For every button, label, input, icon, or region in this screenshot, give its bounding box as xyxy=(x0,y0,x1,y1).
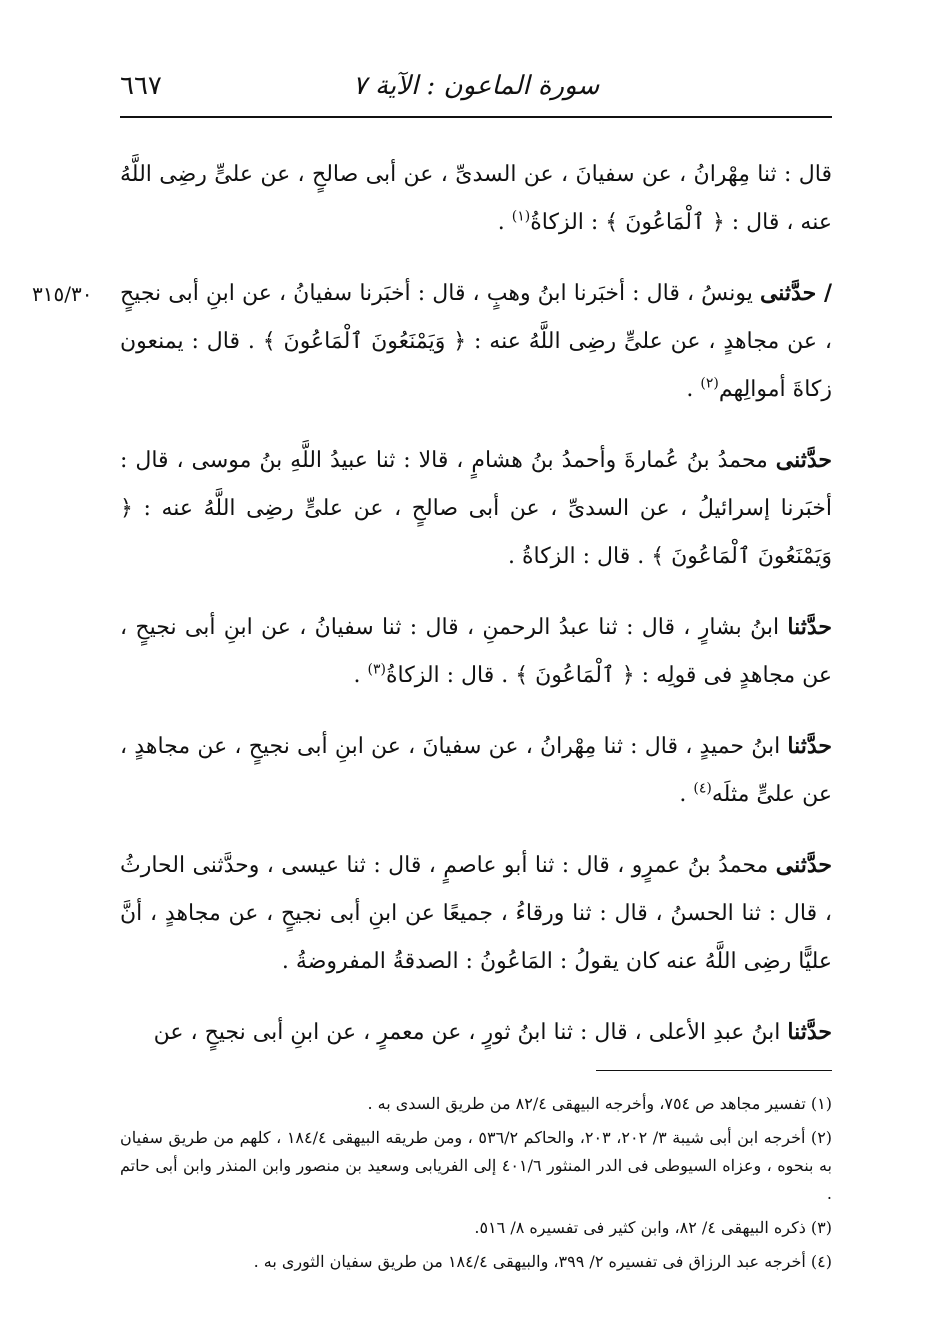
paragraph-lead: حدَّثنا xyxy=(787,733,832,759)
paragraph xyxy=(120,603,832,700)
paragraph-text: محمدُ بنُ عمرٍو ، قال : ثنا أبو عاصمٍ ، قال : ثنا عيسى ، وحدَّثنى الحارثُ ، قال : ثنا الحسنُ ، قال : ثنا ورقاءُ ، جميعًا عن ابنِ أبى نجيحٍ ، عن مجاهدٍ ، أنَّ عليًّا رضِى اللَّهُ عنه كان يقولُ : المَاعُونُ : الصدقةُ المفروضةُ . xyxy=(120,853,832,974)
paragraph-lead: حدَّثنى xyxy=(775,852,832,878)
paragraph-text: يونسُ ، قال : أخبَرنا ابنُ وهبٍ ، قال : أخبَرنا سفيانُ ، عن ابنِ أبى نجيحٍ ، عن مجاهدٍ ، عن علىٍّ رضِى اللَّهُ عنه : ﴿ وَيَمْنَعُونَ ٱلْمَاعُونَ ﴾ . قال : يمنعون زكاةَ أموالِهم xyxy=(120,281,832,402)
footnote-ref: (٣) xyxy=(367,661,386,678)
page-number: ٦٦٧ xyxy=(120,71,162,101)
footnote: (٣) ذكره البيهقى ٤/ ٨٢، وابن كثير فى تفسيره ٨/ ٥١٦. xyxy=(474,1218,832,1237)
footnote: (٤) أخرجه عبد الرزاق فى تفسيره ٢/ ٣٩٩، والبيهقى ١٨٤/٤ من طريق سفيان الثورى به . xyxy=(253,1252,832,1271)
footnote: (٢) أخرجه ابن أبى شيبة ٣/ ٢٠٢، ٢٠٣، والحاكم ٥٣٦/٢ ، ومن طريقه البيهقى ١٨٤/٤ ، كلهم من طريق سفيان به بنحوه ، وعزاه السيوطى فى الدر المنثور ٤٠١/٦ إلى الفريابى وسعيد بن منصور وابن المنذر وابن أبى حاتم . xyxy=(120,1128,833,1203)
paragraph xyxy=(120,1008,832,1057)
header-rule xyxy=(120,116,832,118)
paragraph xyxy=(120,841,832,986)
footnotes xyxy=(120,1090,832,1282)
paragraph-lead: / حدَّثنى xyxy=(759,280,832,306)
page-header xyxy=(120,70,832,108)
margin-reference: ٣١٥/٣٠ xyxy=(32,282,93,306)
paragraph xyxy=(120,436,832,581)
paragraph-tail: . xyxy=(686,377,701,402)
paragraph xyxy=(120,269,832,414)
paragraph-lead: حدَّثنا xyxy=(787,1019,832,1045)
paragraph-text: ابنُ حميدٍ ، قال : ثنا مِهْرانُ ، عن سفيانَ ، عن ابنِ أبى نجيحٍ ، عن مجاهدٍ ، عن علىٍّ مثلَه xyxy=(120,734,832,807)
paragraph-tail: . xyxy=(679,782,694,807)
paragraph-tail: . xyxy=(353,663,368,688)
footnote-ref: (١) xyxy=(511,208,531,225)
paragraph-text: ابنُ بشارٍ ، قال : ثنا عبدُ الرحمنِ ، قال : ثنا سفيانُ ، عن ابنِ أبى نجيحٍ ، عن مجاهدٍ فى قولِه : ﴿ ٱلْمَاعُونَ ﴾ . قال : الزكاةُ xyxy=(120,615,832,688)
paragraph xyxy=(120,150,832,247)
paragraph-tail: . xyxy=(497,210,512,235)
paragraph-text: قال : ثنا مِهْرانُ ، عن سفيانَ ، عن السدىِّ ، عن أبى صالحٍ ، عن علىٍّ رضِى اللَّهُ عنه ، قال : ﴿ ٱلْمَاعُونَ ﴾ : الزكاةُ xyxy=(120,162,832,235)
footnote-ref: (٤) xyxy=(693,780,712,797)
paragraph xyxy=(120,722,832,819)
paragraph-lead: حدَّثنا xyxy=(787,614,832,640)
paragraph-text: محمدُ بنُ عُمارةَ وأحمدُ بنُ هشامٍ ، قالا : ثنا عبيدُ اللَّهِ بنُ موسى ، قال : أخبَرنا إسرائيلُ ، عن السدىِّ ، عن أبى صالحٍ ، عن علىٍّ رضِى اللَّهُ عنه : ﴿ وَيَمْنَعُونَ ٱلْمَاعُونَ ﴾ . قال : الزكاةُ . xyxy=(120,448,832,569)
running-title: سورة الماعون : الآية ٧ xyxy=(352,71,600,101)
paragraph-lead: حدَّثنى xyxy=(775,447,832,473)
footnote-ref: (٢) xyxy=(700,375,719,392)
footnote: (١) تفسير مجاهد ص ٧٥٤، وأخرجه البيهقى ٨٢/٤ من طريق السدى به . xyxy=(367,1094,832,1113)
footnote-rule xyxy=(596,1070,832,1071)
main-text xyxy=(120,150,832,1079)
paragraph-text: ابنُ عبدِ الأعلى ، قال : ثنا ابنُ ثورٍ ، عن معمرٍ ، عن ابنِ أبى نجيحٍ ، عن xyxy=(153,1020,788,1045)
